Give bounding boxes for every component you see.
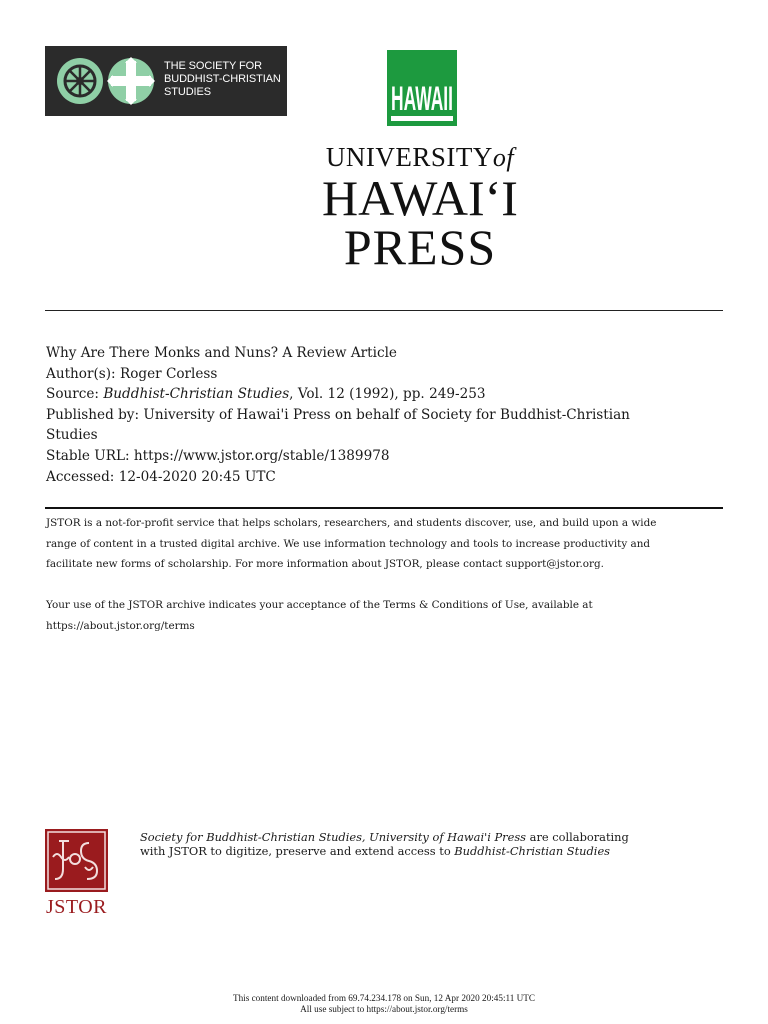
article-publisher-cont: Studies <box>46 427 98 444</box>
terms-link[interactable]: https://about.jstor.org/terms <box>46 619 195 632</box>
notice-line: JSTOR is a not-for-profit service that helps scholars, researchers, and students discover, use, and build upon a wide <box>46 517 657 529</box>
source-journal: Buddhist-Christian Studies <box>103 386 290 403</box>
article-source <box>46 384 726 405</box>
notice-line: range of content in a trusted digital archive. We use information technology and tools to increase productivity and <box>46 537 651 550</box>
press-of: of <box>492 143 515 172</box>
collab-line-2 <box>140 845 740 859</box>
press-line-2: HAWAI‘I <box>322 170 518 226</box>
hawaii-press-mark <box>387 50 457 126</box>
article-accessed: Accessed: 12-04-2020 20:45 UTC <box>46 468 276 485</box>
article-publisher: Published by: University of Hawai'i Press on behalf of Society for Buddhist-Christian <box>46 406 630 423</box>
society-line-3: STUDIES <box>164 86 211 98</box>
article-title: Why Are There Monks and Nuns? A Review Article <box>46 345 397 361</box>
society-logo <box>45 46 287 116</box>
middle-divider <box>45 507 723 509</box>
society-line-1: THE SOCIETY FOR <box>164 60 262 72</box>
top-divider <box>45 310 723 311</box>
hawaii-wordmark-icon <box>387 50 457 126</box>
dharma-wheel-and-cross-icon <box>51 54 161 108</box>
footer-line-2: All use subject to https://about.jstor.org/terms <box>300 1003 468 1014</box>
jstor-notice <box>46 513 726 636</box>
source-prefix: Source: <box>46 386 104 403</box>
collab-text: with JSTOR to digitize, preserve and extend access to <box>140 843 455 858</box>
society-name <box>164 60 281 99</box>
collaboration-statement <box>140 831 740 858</box>
press-line-3: PRESS <box>343 219 497 275</box>
article-stable-url[interactable]: Stable URL: https://www.jstor.org/stable/1389978 <box>46 447 390 464</box>
hawaii-press-wordmark <box>300 140 540 273</box>
society-line-2: BUDDHIST-CHRISTIAN <box>164 73 281 85</box>
press-university: UNIVERSITY <box>325 142 493 172</box>
notice-line: facilitate new forms of scholarship. For more information about JSTOR, please contact support@jstor.org. <box>46 558 604 570</box>
notice-line: Your use of the JSTOR archive indicates your acceptance of the Terms & Conditions of Use, available at <box>46 599 593 611</box>
jstor-logo <box>45 829 108 919</box>
download-footer <box>0 993 768 1014</box>
collab-journal: Buddhist-Christian Studies <box>454 843 611 858</box>
collab-line-1 <box>140 831 740 845</box>
collab-text: are collaborating <box>526 830 629 844</box>
notice-spacer <box>46 575 726 596</box>
source-details: , Vol. 12 (1992), pp. 249-253 <box>289 386 486 403</box>
collab-partners: Society for Buddhist-Christian Studies, University of Hawai'i Press <box>140 830 527 844</box>
footer-line-1: This content downloaded from 69.74.234.178 on Sun, 12 Apr 2020 20:45:11 UTC <box>232 993 536 1003</box>
article-authors: Author(s): Roger Corless <box>46 365 218 382</box>
jstor-wordmark: JSTOR <box>45 896 108 918</box>
jstor-emblem-icon <box>45 829 108 892</box>
article-metadata <box>46 343 726 487</box>
hawaii-mark-text: HAWAII <box>391 80 453 118</box>
